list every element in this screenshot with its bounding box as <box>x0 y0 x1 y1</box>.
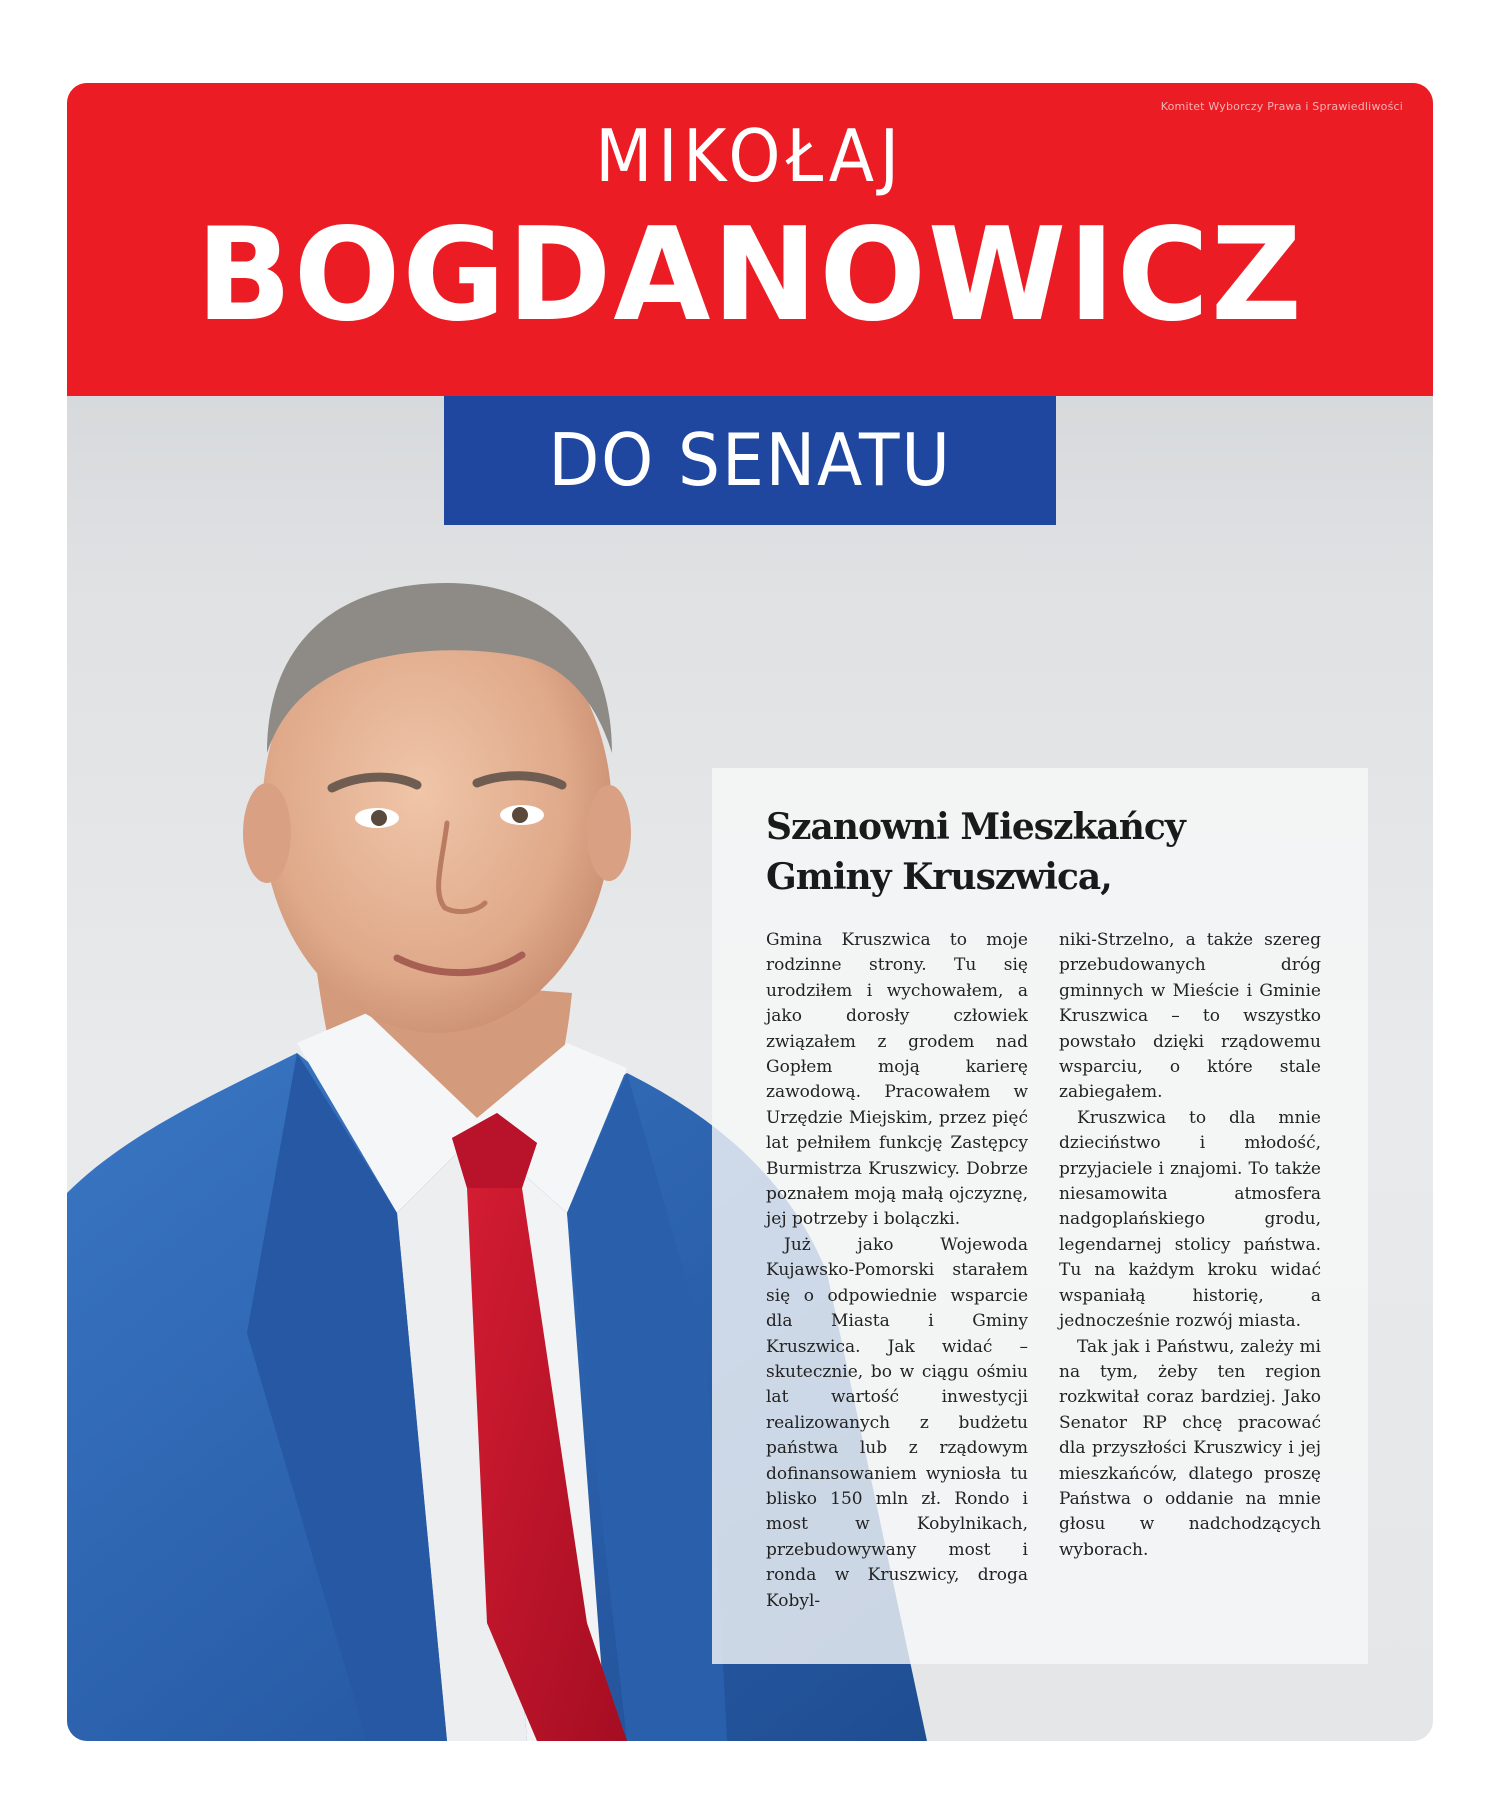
header-band <box>67 83 1433 396</box>
letter-greeting <box>766 802 1326 902</box>
campaign-poster <box>67 83 1433 1741</box>
candidate-last-name: BOGDANOWICZ <box>196 201 1304 350</box>
letter-paragraph: Gmina Kruszwica to moje rodzinne strony. Tu się urodziłem i wychowałem, a jako dorosły człowiek związałem z grodem nad Gopłem moją karierę zawodową. Pracowałem w Urzędzie Miejskim, przez pięć lat pełniłem funkcję Zastępcy Burmistrza Kruszwicy. Dobrze poznałem moją małą ojczyznę, jej potrzeby i bolączki. <box>766 930 1028 1230</box>
greeting-line-1: Szanowni Mieszkańcy <box>766 806 1185 848</box>
letter-column-right <box>1059 928 1321 1563</box>
greeting-line-2: Gminy Kruszwica, <box>766 856 1112 898</box>
letter-paragraph: Już jako Wojewoda Kujawsko-Pomorski starałem się o odpowiednie wsparcie dla Miasta i Gminy Kruszwica. Jak widać – skutecznie, bo w ciągu ośmiu lat wartość inwestycji realizowanych z budżetu państwa lub z rządowym dofinansowaniem wyniosła tu blisko 150 mln zł. Rondo i most w Kobylnikach, przebudowywany most i ronda w Kruszwicy, droga Kobyl- <box>766 1234 1028 1611</box>
letter-paragraph: niki-Strzelno, a także szereg przebudowanych dróg gminnych w Mieście i Gminie Kruszwica – to wszystko powstało dzięki rządowemu wsparciu, o które stale zabiegałem. <box>1059 930 1321 1103</box>
letter-panel <box>712 768 1368 1664</box>
letter-column-left <box>766 928 1028 1614</box>
office-label: DO SENATU <box>548 418 952 502</box>
letter-paragraph: Tak jak i Państwu, zależy mi na tym, żeby ten region rozkwitał coraz bardziej. Jako Senator RP chcę pracować dla przyszłości Kruszwicy i jej mieszkańców, dlatego proszę Państwa o oddanie na mnie głosu w nadchodzących wyborach. <box>1059 1336 1321 1560</box>
letter-paragraph: Kruszwica to dla mnie dzieciństwo i młodość, przyjaciele i znajomi. To także niesamowita atmosfera nadgoplańskiego grodu, legendarnej stolicy państwa. Tu na każdym kroku widać wspaniałą historię, a jednocześnie rozwój miasta. <box>1059 1107 1321 1332</box>
office-banner <box>444 396 1056 525</box>
committee-credit: Komitet Wyborczy Prawa i Sprawiedliwości <box>1160 100 1403 113</box>
candidate-first-name: MIKOŁAJ <box>595 114 905 198</box>
